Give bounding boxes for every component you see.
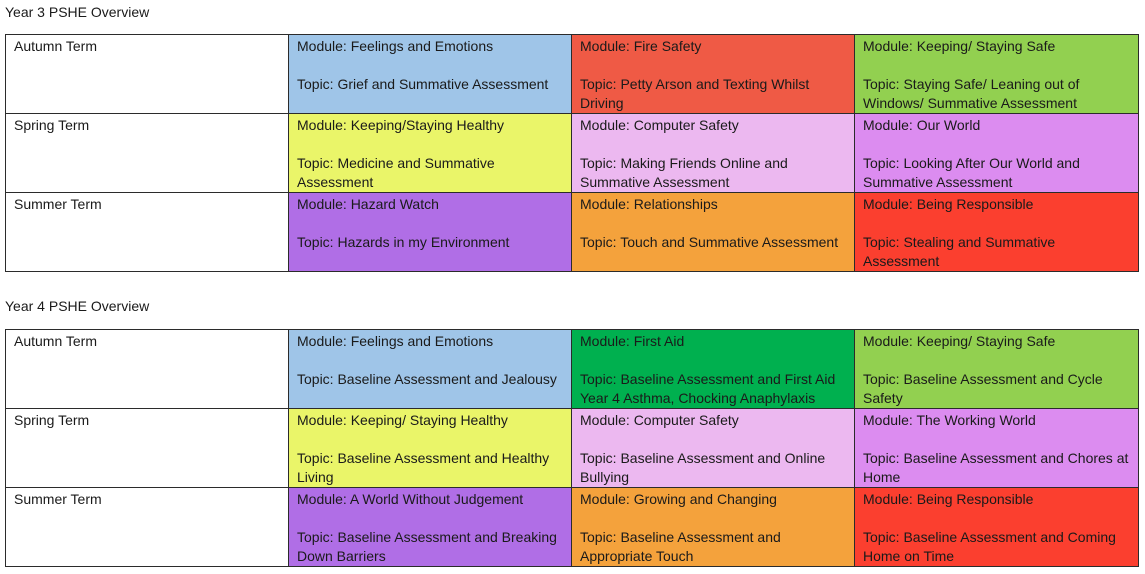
module-cell [572, 193, 855, 272]
module-cell [289, 409, 572, 488]
module-name: Module: First Aid [580, 333, 685, 349]
module-cell [855, 193, 1139, 272]
module-cell [855, 488, 1139, 567]
module-cell [289, 35, 572, 114]
table-row [6, 114, 1139, 193]
module-name: Module: Growing and Changing [580, 491, 777, 507]
term-cell [6, 35, 289, 114]
table-row [6, 35, 1139, 114]
term-cell [6, 488, 289, 567]
table-row [6, 409, 1139, 488]
topic-text: Topic: Looking After Our World and Summative Assessment [863, 155, 1080, 190]
term-cell [6, 409, 289, 488]
topic-text: Topic: Stealing and Summative Assessment [863, 234, 1056, 269]
term-label: Summer Term [14, 196, 102, 212]
term-cell [6, 330, 289, 409]
topic-text: Topic: Grief and Summative Assessment [297, 76, 549, 92]
module-cell [289, 193, 572, 272]
term-label: Spring Term [14, 412, 90, 428]
topic-text: Topic: Baseline Assessment and First Aid Year 4 Asthma, Chocking Anaphylaxis [580, 371, 836, 406]
module-name: Module: Relationships [580, 196, 718, 212]
term-label: Autumn Term [14, 38, 97, 54]
term-cell [6, 193, 289, 272]
year4-heading: Year 4 PSHE Overview [5, 298, 150, 314]
topic-text: Topic: Staying Safe/ Leaning out of Windows/ Summative Assessment [863, 76, 1080, 111]
module-cell [289, 114, 572, 193]
topic-text: Topic: Baseline Assessment and Cycle Safety [863, 371, 1103, 406]
module-name: Module: Being Responsible [863, 491, 1034, 507]
module-cell [289, 488, 572, 567]
topic-text: Topic: Making Friends Online and Summative Assessment [580, 155, 788, 190]
module-name: Module: Keeping/Staying Healthy [297, 117, 505, 133]
module-cell [855, 35, 1139, 114]
module-name: Module: A World Without Judgement [297, 491, 524, 507]
module-cell [572, 330, 855, 409]
module-cell [572, 409, 855, 488]
topic-text: Topic: Touch and Summative Assessment [580, 234, 839, 250]
term-label: Spring Term [14, 117, 90, 133]
module-name: Module: Feelings and Emotions [297, 38, 494, 54]
topic-text: Topic: Baseline Assessment and Online Bullying [580, 450, 826, 485]
topic-text: Topic: Baseline Assessment and Healthy Living [297, 450, 550, 485]
module-name: Module: Feelings and Emotions [297, 333, 494, 349]
module-name: Module: Hazard Watch [297, 196, 439, 212]
module-cell [855, 114, 1139, 193]
module-cell [289, 330, 572, 409]
year3-overview-table [5, 34, 1139, 272]
topic-text: Topic: Baseline Assessment and Jealousy [297, 371, 557, 387]
topic-text: Topic: Medicine and Summative Assessment [297, 155, 495, 190]
module-name: Module: Keeping/ Staying Healthy [297, 412, 508, 428]
term-label: Summer Term [14, 491, 102, 507]
year3-heading: Year 3 PSHE Overview [5, 4, 150, 20]
module-name: Module: Fire Safety [580, 38, 702, 54]
module-name: Module: The Working World [863, 412, 1036, 428]
module-name: Module: Keeping/ Staying Safe [863, 38, 1056, 54]
table-row [6, 488, 1139, 567]
table-row [6, 330, 1139, 409]
topic-text: Topic: Baseline Assessment and Coming Home on Time [863, 529, 1116, 564]
module-cell [855, 330, 1139, 409]
topic-text: Topic: Hazards in my Environment [297, 234, 510, 250]
year4-overview-table [5, 329, 1139, 567]
topic-text: Topic: Petty Arson and Texting Whilst Driving [580, 76, 810, 111]
module-name: Module: Our World [863, 117, 981, 133]
table-row [6, 193, 1139, 272]
topic-text: Topic: Baseline Assessment and Appropriate Touch [580, 529, 781, 564]
module-name: Module: Keeping/ Staying Safe [863, 333, 1056, 349]
module-name: Module: Computer Safety [580, 117, 739, 133]
term-cell [6, 114, 289, 193]
module-name: Module: Computer Safety [580, 412, 739, 428]
term-label: Autumn Term [14, 333, 97, 349]
module-name: Module: Being Responsible [863, 196, 1034, 212]
module-cell [572, 114, 855, 193]
module-cell [855, 409, 1139, 488]
module-cell [572, 35, 855, 114]
topic-text: Topic: Baseline Assessment and Chores at Home [863, 450, 1129, 485]
topic-text: Topic: Baseline Assessment and Breaking Down Barriers [297, 529, 557, 564]
module-cell [572, 488, 855, 567]
